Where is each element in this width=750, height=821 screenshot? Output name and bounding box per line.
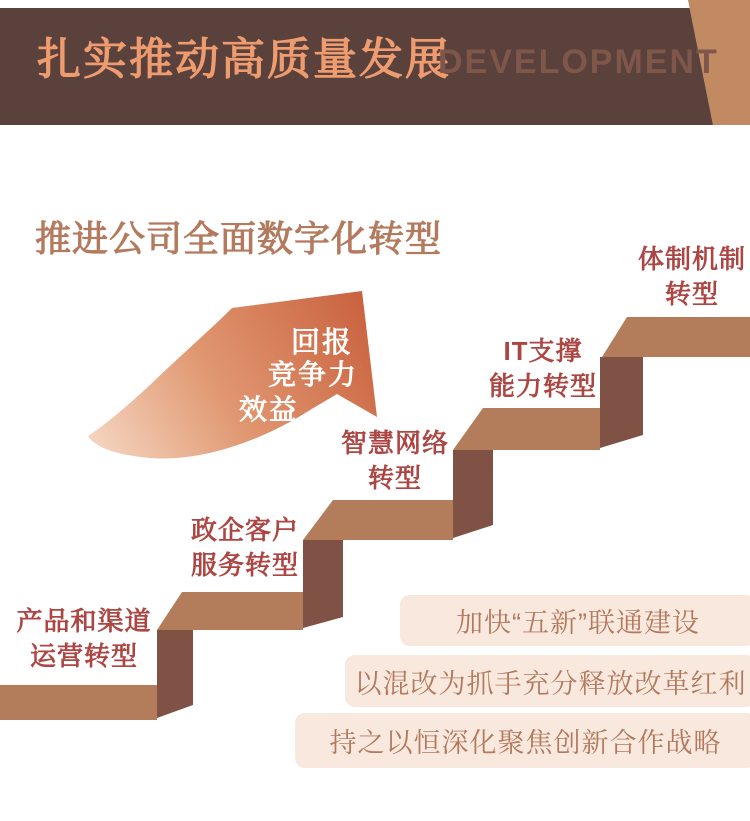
step-label-line: 转型	[367, 463, 423, 493]
step-label-line: 智慧网络	[340, 428, 450, 458]
step-label-product-channel	[16, 604, 151, 674]
arrow-label-competitiveness: 竞争力	[268, 359, 359, 390]
callout-five-new: 加快“五新”联通建设	[400, 595, 750, 646]
banner-subtitle: DEVELOPMENT	[438, 43, 719, 81]
arrow-label-returns: 回报	[291, 327, 354, 359]
step-label-line: 服务转型	[190, 550, 300, 580]
step-label-line: 转型	[664, 279, 720, 309]
page-title: 推进公司全面数字化转型	[35, 218, 443, 259]
step-label-line: 产品和渠道	[16, 606, 152, 636]
banner-title: 扎实推动高质量发展	[37, 35, 451, 84]
step-label-smart-network	[341, 426, 449, 496]
step-label-line: 能力转型	[488, 371, 598, 401]
step-label-line: 体制机制	[637, 244, 747, 274]
step-label-line: 政企客户	[190, 515, 300, 545]
arrow-label-benefits: 效益	[239, 394, 300, 425]
callout-mixed-reform: 以混改为抓手充分释放改革红利	[345, 655, 750, 707]
callout-innovation-strategy: 持之以恒深化聚焦创新合作战略	[295, 713, 750, 768]
step-label-line: IT支撑	[503, 336, 583, 366]
step-label-institutional	[638, 242, 746, 312]
step-label-gov-enterprise	[191, 513, 299, 583]
step-label-it-support	[489, 334, 597, 404]
step-label-line: 运营转型	[29, 641, 139, 671]
